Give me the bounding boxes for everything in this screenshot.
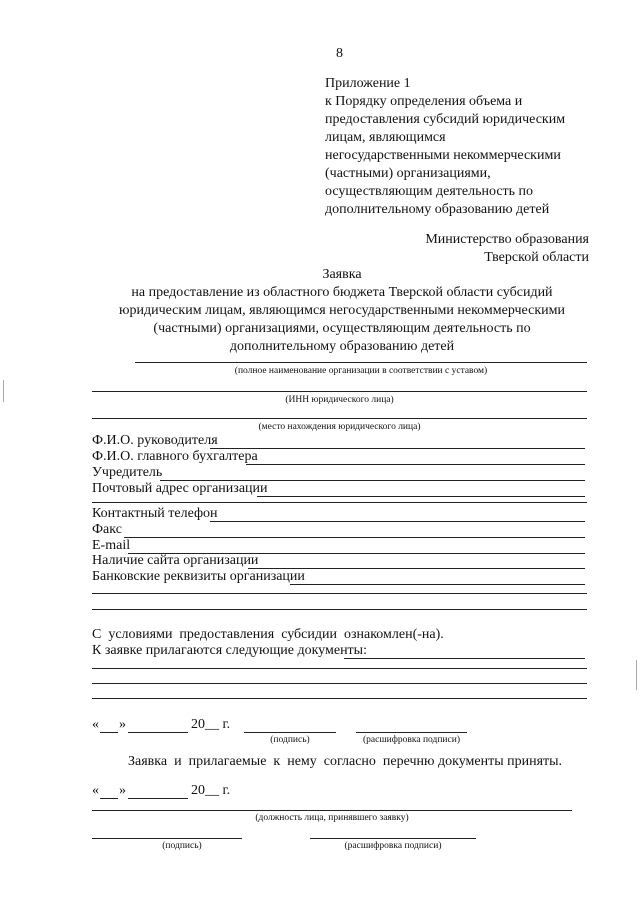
acceptor-position-caption: (должность лица, принявшего заявку) xyxy=(255,813,409,823)
appendix-block xyxy=(325,75,565,219)
bank-field[interactable] xyxy=(92,568,587,586)
title-line: (частными) организациями, осуществляющим деятельность по xyxy=(153,321,531,336)
acceptor-decode-line[interactable] xyxy=(310,838,476,839)
acceptor-signature-caption: (подпись) xyxy=(162,841,202,851)
title-line: дополнительному образованию детей xyxy=(229,339,455,354)
title-line: на предоставление из областного бюджета Тверской области субсидий xyxy=(131,285,553,300)
signature-caption: (подпись) xyxy=(270,735,310,745)
attached-docs-line[interactable] xyxy=(92,698,587,699)
date-month-line[interactable] xyxy=(128,732,188,733)
inn-caption: (ИНН юридического лица) xyxy=(285,395,394,405)
accepted-month-line[interactable] xyxy=(128,798,188,799)
accepted-quote-close: » xyxy=(119,783,126,798)
accountant-label: Ф.И.О. главного бухгалтера xyxy=(92,449,258,464)
phone-label: Контактный телефон xyxy=(92,506,218,521)
postal-label: Почтовый адрес организации xyxy=(92,481,268,496)
acceptor-signature-line[interactable] xyxy=(92,838,242,839)
title-line: юридическим лицам, являющимся негосударственными некоммерческими xyxy=(119,303,565,318)
date-year: 20__ г. xyxy=(191,717,231,732)
date-quote-close: » xyxy=(119,717,126,732)
bank-label: Банковские реквизиты организации xyxy=(92,569,305,584)
inn-line[interactable] xyxy=(92,391,587,392)
founder-label: Учредитель xyxy=(92,465,163,480)
signature-decode-line[interactable] xyxy=(356,732,467,733)
bank-extra-line[interactable] xyxy=(92,609,587,610)
website-label: Наличие сайта организации xyxy=(92,553,259,568)
org-name-line[interactable] xyxy=(135,362,587,363)
scan-edge-left xyxy=(3,380,4,402)
appendix-line: Приложение 1 xyxy=(325,76,411,91)
appendix-line: к Порядку определения объема и xyxy=(325,94,523,109)
fax-label: Факс xyxy=(92,522,122,537)
signature-line[interactable] xyxy=(244,732,336,733)
signature-decode-caption: (расшифровка подписи) xyxy=(363,735,460,745)
date-quote-open: « xyxy=(92,717,99,732)
attached-docs-line[interactable] xyxy=(92,683,587,684)
postal-field[interactable] xyxy=(92,480,587,498)
location-line[interactable] xyxy=(92,418,587,419)
accepted-text: Заявка и прилагаемые к нему согласно перечню документы приняты. xyxy=(128,754,563,769)
bank-extra-line[interactable] xyxy=(92,593,587,594)
appendix-line: негосударственными некоммерческими xyxy=(325,148,561,163)
addressee-line-1: Министерство образования xyxy=(425,232,589,247)
page-number: 8 xyxy=(336,46,343,61)
location-caption: (место нахождения юридического лица) xyxy=(258,422,421,432)
accepted-year: 20__ г. xyxy=(191,783,231,798)
acceptor-decode-caption: (расшифровка подписи) xyxy=(344,841,442,851)
accepted-day-line[interactable] xyxy=(100,798,118,799)
appendix-line: предоставления субсидий юридическим xyxy=(325,112,566,127)
acceptor-position-line[interactable] xyxy=(92,810,572,811)
appendix-line: дополнительному образованию детей xyxy=(325,202,550,217)
appendix-line: осуществляющим деятельность по xyxy=(325,184,534,199)
appendix-line: (частными) организациями, xyxy=(325,166,491,181)
conditions-text: С условиями предоставления субсидии ознакомлен(-на). xyxy=(92,627,444,642)
director-label: Ф.И.О. руководителя xyxy=(92,433,218,448)
appendix-line: лицам, являющимся xyxy=(325,130,446,145)
email-label: E-mail xyxy=(92,538,131,553)
accepted-quote-open: « xyxy=(92,783,99,798)
attached-docs-line[interactable] xyxy=(92,668,587,669)
title-heading: Заявка xyxy=(322,267,362,282)
application-title xyxy=(0,266,640,356)
attached-docs-field[interactable] xyxy=(92,642,587,660)
postal-extra-line[interactable] xyxy=(92,502,587,503)
date-day-line[interactable] xyxy=(100,732,118,733)
org-name-caption: (полное наименование организации в соответствии с уставом) xyxy=(234,366,488,376)
scan-edge-right xyxy=(636,660,637,690)
attached-docs-label: К заявке прилагаются следующие документы: xyxy=(92,643,367,658)
addressee-line-2: Тверской области xyxy=(484,250,589,265)
